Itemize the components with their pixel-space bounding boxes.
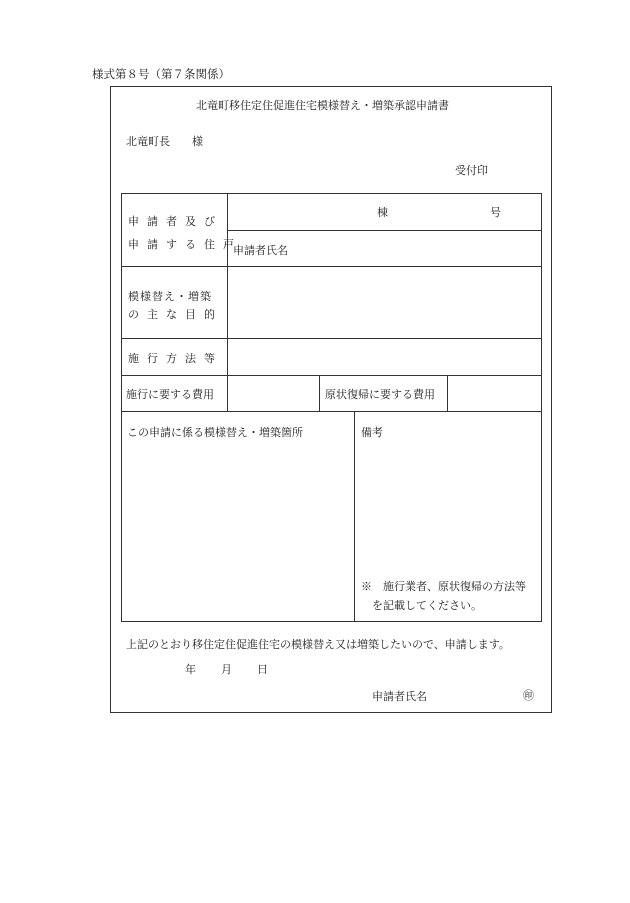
purpose-label-line2: の主な目的 <box>128 308 223 321</box>
form-title: 北竜町移住定住促進住宅模様替え・増築承認申請書 <box>196 99 449 112</box>
seal-mark: ㊞ <box>523 689 534 702</box>
declaration: 上記のとおり移住定住促進住宅の模様替え又は増築したいので、申請します。 <box>126 638 510 651</box>
applicant-house-label-line1: 申請者及び <box>128 215 223 228</box>
receipt-stamp-label: 受付印 <box>455 164 488 177</box>
location-label: この申請に係る模様替え・増築箇所 <box>127 426 303 439</box>
restoration-cost-label: 原状復帰に要する費用 <box>325 388 435 401</box>
note-line1: ※ 施行業者、原状復帰の方法等 <box>361 580 526 593</box>
note-line2: を記載してください。 <box>372 599 482 612</box>
building-label: 棟 <box>377 206 388 219</box>
date-year-label: 年 <box>185 663 196 676</box>
number-label: 号 <box>490 206 501 219</box>
remarks-label: 備考 <box>361 426 383 439</box>
signature-name-label: 申請者氏名 <box>372 690 427 703</box>
addressee: 北竜町長 様 <box>126 135 203 148</box>
date-month-label: 月 <box>221 663 232 676</box>
purpose-label-line1: 模様替え・増築 <box>128 290 212 303</box>
method-label: 施行方法等 <box>128 352 223 365</box>
cost-label: 施行に要する費用 <box>126 388 214 401</box>
applicant-house-label-line2: 申請する住戸 <box>128 238 242 251</box>
date-day-label: 日 <box>257 663 268 676</box>
applicant-name-label: 申請者氏名 <box>233 244 288 257</box>
form-number: 様式第８号（第７条関係） <box>92 67 230 81</box>
